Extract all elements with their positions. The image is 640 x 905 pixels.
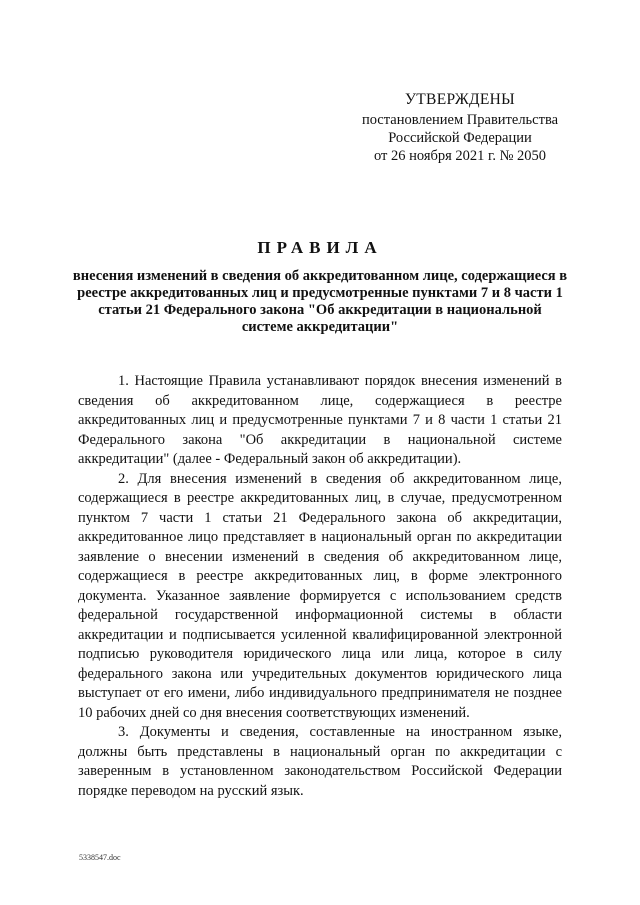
approval-line-1: постановлением Правительства	[361, 112, 559, 128]
approval-line-3: от 26 ноября 2021 г. № 2050	[373, 148, 547, 164]
approved-heading: УТВЕРЖДЕНЫ	[405, 91, 515, 108]
approval-line-2: Российской Федерации	[388, 130, 532, 146]
document-title: ПРАВИЛА	[257, 238, 383, 257]
title-block	[72, 238, 568, 336]
paragraph-1: 1. Настоящие Правила устанавливают порядок внесения изменений в сведения об аккредитованном лице, содержащиеся в реестре аккредитованных лиц и предусмотренные пунктами 7 и 8 части 1 статьи 21 Федерального закона "Об аккредитации в национальной системе аккредитации" (далее - Федеральный закон об аккредитации).	[78, 373, 562, 467]
file-name-footer: 5338547.doc	[79, 853, 121, 862]
document-subtitle: внесения изменений в сведения об аккредитованном лице, содержащиеся в реестре аккредитованных лиц и предусмотренные пунктами 7 и 8 части 1 статьи 21 Федерального закона "Об аккредитации в национальной системе аккредитации"	[72, 268, 568, 335]
approval-stamp	[330, 91, 590, 165]
paragraph-3: 3. Документы и сведения, составленные на иностранном языке, должны быть представлены в национальный орган по аккредитации с заверенным в установленном законодательством Российской Федерации порядке переводом на русский язык.	[78, 724, 562, 799]
paragraph-2: 2. Для внесения изменений в сведения об аккредитованном лице, содержащиеся в реестре аккредитованных лиц, в случае, предусмотренном пунктом 7 части 1 статьи 21 Федерального закона об аккредитации, аккредитованное лицо представляет в национальный орган по аккредитации заявление о внесении изменений в сведения об аккредитованном лице, содержащиеся в реестре аккредитованных лиц, в форме электронного документа. Указанное заявление формируется с использованием средств федеральной государственной информационной системы в области аккредитации и подписывается усиленной квалифицированной электронной подписью руководителя юридического лица или лица, которое в силу федерального закона или учредительных документов юридического лица выступает от его имени, либо индивидуального предпринимателя не позднее 10 рабочих дней со дня внесения соответствующих изменений.	[78, 470, 562, 721]
document-body	[78, 372, 562, 801]
